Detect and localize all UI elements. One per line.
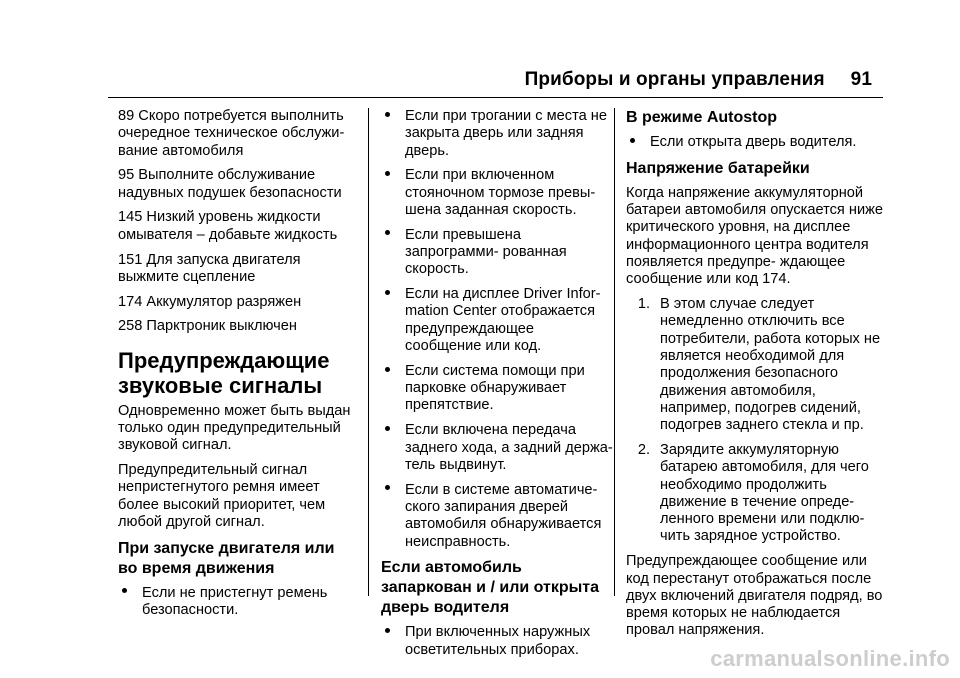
list-item xyxy=(381,363,614,415)
numbered-step xyxy=(626,442,884,546)
page-number: 91 xyxy=(850,69,872,90)
column-divider-1 xyxy=(368,108,369,596)
paragraph-seatbelt-priority: Предупредительный сигнал непристегнутого ремня имеет более высокий приоритет, чем любой другой сигнал. xyxy=(118,462,326,531)
bullet-icon xyxy=(381,363,405,415)
step-text: Зарядите аккумуляторную батарею автомобиля, для чего необходимо продолжить движение в течение опреде- ленного времени или подклю- чить зарядное устройство. xyxy=(660,441,869,545)
warning-code-174: 174 Аккумулятор разряжен xyxy=(118,293,302,310)
header-divider xyxy=(108,97,883,98)
list-item-text: Если на дисплее Driver Infor- mation Center отображается предупреждающее сообщение или код. xyxy=(405,286,601,355)
column-1 xyxy=(118,108,356,627)
list-item xyxy=(381,286,614,355)
paragraph-single-chime: Одновременно может быть выдан только один предупредительный звуковой сигнал. xyxy=(118,402,351,454)
list-item xyxy=(381,482,614,551)
list-item xyxy=(381,108,614,160)
heading-parked-door-open: Если автомобиль запаркован и / или открыта дверь водителя xyxy=(381,559,600,617)
watermark: carmanualsonline.info xyxy=(710,646,950,671)
list-item-text: Если открыта дверь водителя. xyxy=(650,134,857,150)
list-item xyxy=(118,585,356,620)
list-item-text: Если при трогании с места не закрыта дверь или задняя дверь. xyxy=(405,108,607,159)
bullet-icon xyxy=(381,286,405,355)
list-item-text: Если не пристегнут ремень безопасности. xyxy=(142,584,328,619)
list-item-text: Если включена передача заднего хода, а задний держа- тель выдвинут. xyxy=(405,422,613,473)
paragraph-message-clears: Предупреждающее сообщение или код перестанут отображаться после двух включений двигателя подряд, во время которых не наблюдается провал напряжения. xyxy=(626,553,883,639)
list-item xyxy=(381,167,614,219)
list-item-text: Если при включенном стояночном тормозе превы- шена заданная скорость. xyxy=(405,167,596,218)
warning-code-258: 258 Парктроник выключен xyxy=(118,318,297,335)
list-item xyxy=(626,134,884,151)
bullet-icon xyxy=(626,134,650,151)
warning-code-151: 151 Для запуска двигателя выжмите сцепление xyxy=(118,251,301,285)
bullet-icon xyxy=(381,167,405,219)
paragraph-low-voltage: Когда напряжение аккумуляторной батареи автомобиля опускается ниже критического уровня, на дисплее информационного центра водителя появляется предупре- ждающее сообщение или код 174. xyxy=(626,184,883,288)
section-title: Приборы и органы управления xyxy=(524,69,825,90)
list-item xyxy=(381,422,614,474)
bullet-icon xyxy=(118,585,142,620)
heading-engine-start: При запуске двигателя или во время движения xyxy=(118,539,335,577)
page-header xyxy=(525,69,872,91)
heading-autostop: В режиме Autostop xyxy=(626,109,778,126)
bullet-icon xyxy=(381,108,405,160)
list-item-text: Если превышена запрограмми- рованная скорость. xyxy=(405,226,567,278)
bullet-icon xyxy=(381,422,405,474)
list-item-text: Если система помощи при парковке обнаруживает препятствие. xyxy=(405,362,585,414)
warning-code-145: 145 Низкий уровень жидкости омывателя – добавьте жидкость xyxy=(118,209,338,243)
bullet-icon xyxy=(381,482,405,551)
bullet-icon xyxy=(381,624,405,659)
list-item xyxy=(381,624,614,659)
heading-warning-chimes: Предупреждающие звуковые сигналы xyxy=(118,347,330,398)
warning-code-95: 95 Выполните обслуживание надувных подушек безопасности xyxy=(118,167,342,201)
column-divider-2 xyxy=(614,108,615,596)
numbered-step xyxy=(626,296,884,434)
column-3 xyxy=(626,108,884,647)
step-number: 2. xyxy=(637,441,650,458)
list-item-text: При включенных наружных осветительных приборах. xyxy=(405,624,591,658)
heading-battery-voltage: Напряжение батарейки xyxy=(626,159,810,177)
list-item-text: Если в системе автоматиче- ского запирания дверей автомобиля обнаруживается неисправность. xyxy=(405,481,602,550)
step-text: В этом случае следует немедленно отключить все потребители, работа которых не является необходимой для продолжения безопасного движения автомобиля, например, подогрев сидений, подогрев заднего стекла и пр. xyxy=(660,296,881,434)
bullet-icon xyxy=(381,227,405,279)
warning-code-89: 89 Скоро потребуется выполнить очередное техническое обслужи- вание автомобиля xyxy=(118,108,345,159)
list-item xyxy=(381,227,614,279)
column-2 xyxy=(381,108,614,666)
step-number: 1. xyxy=(637,296,650,313)
